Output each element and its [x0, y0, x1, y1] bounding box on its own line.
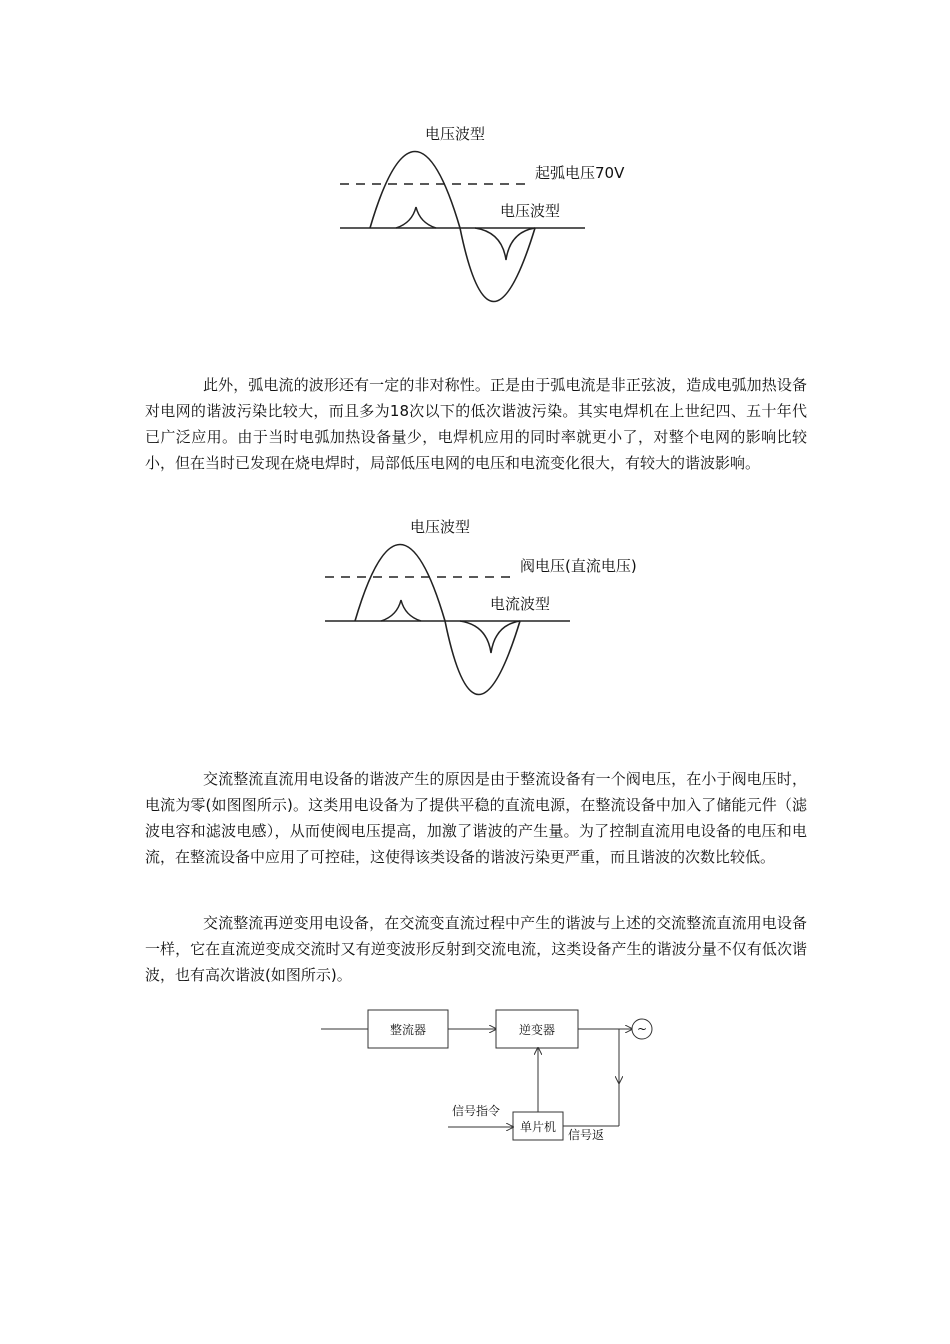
- signal-command-label: 信号指令: [452, 1104, 501, 1118]
- peak-label: 电压波型: [410, 518, 471, 536]
- signal-return-label: 信号返: [568, 1128, 605, 1142]
- mcu-label: 单片机: [519, 1120, 557, 1134]
- inverter-label: 逆变器: [518, 1023, 556, 1037]
- current-pulse-positive: [381, 600, 421, 621]
- rectifier-label: 整流器: [389, 1023, 427, 1037]
- valve-voltage-label: 阀电压(直流电压): [520, 557, 637, 575]
- paragraph-inverter-harmonics: 交流整流再逆变用电设备，在交流变直流过程中产生的谐波与上述的交流整流直流用电设备一样，它在直流逆变成交流时又有逆变波形反射到交流电流，这类设备产生的谐波分量不仅有低次谐波，也有高次谐波(如图所示)。: [145, 914, 807, 984]
- ac-symbol: ~: [636, 1022, 648, 1036]
- current-label: 电流波型: [490, 595, 551, 613]
- voltage-waveform: [370, 152, 535, 302]
- figure-inverter-block-diagram: [318, 1005, 668, 1150]
- figure-rectifier-valve-voltage: [315, 508, 655, 708]
- threshold-label: 起弧电压70V: [535, 164, 625, 182]
- figure-arc-voltage-waveform: [330, 115, 650, 315]
- current-label: 电压波型: [500, 202, 561, 220]
- paragraph-arc-harmonics: 此外，弧电流的波形还有一定的非对称性。正是由于弧电流是非正弦波，造成电弧加热设备对电网的谐波污染比较大，而且多为18次以下的低次谐波污染。其实电焊机在上世纪四、五十年代已广泛应用。由于当时电弧加热设备量少，电焊机应用的同时率就更小了，对整个电网的影响比较小，但在当时已发现在烧电焊时，局部低压电网的电压和电流变化很大，有较大的谐波影响。: [145, 376, 807, 472]
- arc-current-positive: [396, 207, 436, 228]
- voltage-waveform: [355, 545, 520, 695]
- peak-label: 电压波型: [425, 125, 486, 143]
- paragraph-rectifier-harmonics: 交流整流直流用电设备的谐波产生的原因是由于整流设备有一个阀电压，在小于阀电压时，电流为零(如图图所示)。这类用电设备为了提供平稳的直流电源，在整流设备中加入了储能元件（滤波电容和滤波电感），从而使阀电压提高，加激了谐波的产生量。为了控制直流用电设备的电压和电流，在整流设备中应用了可控硅，这使得该类设备的谐波污染更严重，而且谐波的次数比较低。: [145, 770, 807, 866]
